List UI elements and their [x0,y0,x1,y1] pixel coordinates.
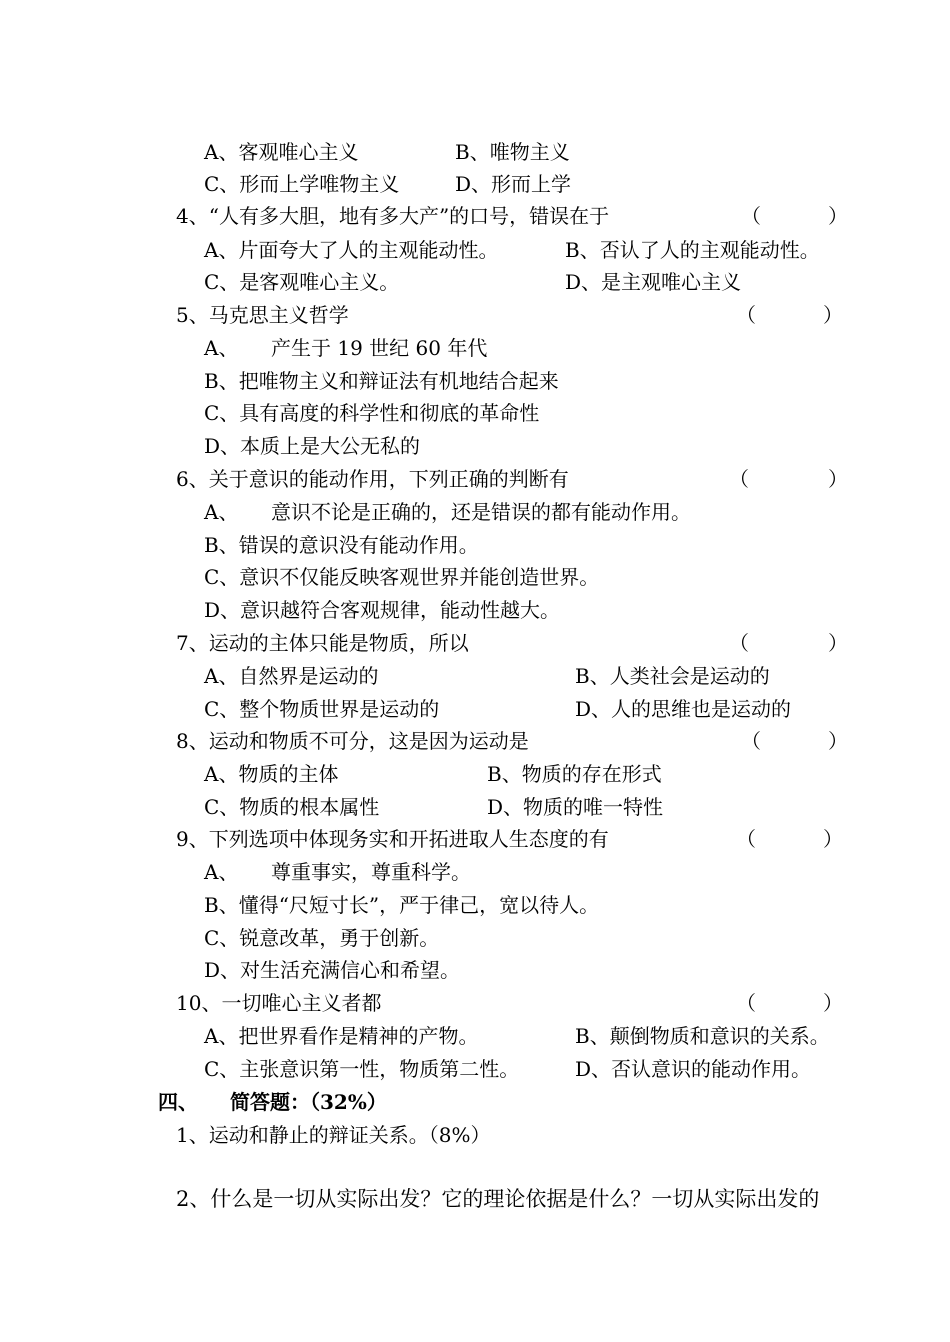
q4-option-d: D、是主观唯心主义 [565,270,742,294]
q9-option-b: B、懂得“尺短寸长”，严于律己，宽以待人。 [204,893,600,917]
q6-paren-open: （ [729,467,749,491]
q8-paren-close: ） [828,729,848,753]
q9-option-a-text: 尊重事实，尊重科学。 [271,860,471,884]
q4-stem: 4、“人有多大胆，地有多大产”的口号，错误在于 [176,204,610,228]
q10-option-c: C、主张意识第一性，物质第二性。 [204,1057,520,1081]
q5-option-d: D、本质上是大公无私的 [204,434,421,458]
section4-item-2: 2、什么是一切从实际出发？它的理论依据是什么？一切从实际出发的 [176,1187,820,1211]
q4-paren-open: （ [741,204,761,228]
q5-paren-open: （ [736,303,756,327]
q3-option-d: D、形而上学 [455,172,572,196]
q10-paren-open: （ [736,991,756,1015]
q9-option-a-label: A、 [204,860,239,884]
q9-stem: 9、下列选项中体现务实和开拓进取人生态度的有 [176,827,609,851]
q7-stem: 7、运动的主体只能是物质，所以 [176,631,469,655]
q10-option-a: A、把世界看作是精神的产物。 [204,1024,479,1048]
q7-option-a: A、自然界是运动的 [204,664,379,688]
q7-option-c: C、整个物质世界是运动的 [204,697,440,721]
q10-option-b: B、颠倒物质和意识的关系。 [575,1024,830,1048]
q10-option-d: D、否认意识的能动作用。 [575,1057,812,1081]
q4-option-b: B、否认了人的主观能动性。 [565,238,820,262]
section4-item-1: 1、运动和静止的辩证关系。（8%） [176,1123,491,1147]
q6-option-b: B、错误的意识没有能动作用。 [204,533,479,557]
q5-option-b: B、把唯物主义和辩证法有机地结合起来 [204,369,559,393]
q4-paren-close: ） [828,204,848,228]
q4-option-c: C、是客观唯心主义。 [204,270,400,294]
q4-option-a: A、片面夸大了人的主观能动性。 [204,238,499,262]
q5-stem: 5、马克思主义哲学 [176,303,349,327]
q6-stem: 6、关于意识的能动作用，下列正确的判断有 [176,467,569,491]
section4-title: 简答题：（32%） [230,1090,387,1114]
q6-paren-close: ） [828,467,848,491]
q8-option-b: B、物质的存在形式 [487,762,662,786]
q6-option-a-label: A、 [204,500,239,524]
q9-paren-open: （ [736,827,756,851]
q8-paren-open: （ [741,729,761,753]
q9-option-d: D、对生活充满信心和希望。 [204,958,461,982]
q3-option-b: B、唯物主义 [455,140,570,164]
q5-option-a-label: A、 [204,336,239,360]
q5-option-a-text: 产生于 19 世纪 60 年代 [271,336,488,360]
q6-option-d: D、意识越符合客观规律，能动性越大。 [204,598,561,622]
q3-option-c: C、形而上学唯物主义 [204,172,400,196]
q8-option-d: D、物质的唯一特性 [487,795,664,819]
q7-paren-open: （ [729,631,749,655]
q7-paren-close: ） [828,631,848,655]
q6-option-a-text: 意识不论是正确的，还是错误的都有能动作用。 [271,500,691,524]
q10-stem: 10、一切唯心主义者都 [176,991,382,1015]
q5-paren-close: ） [823,303,843,327]
q8-option-a: A、物质的主体 [204,762,339,786]
q9-option-c: C、锐意改革，勇于创新。 [204,926,440,950]
q8-option-c: C、物质的根本属性 [204,795,380,819]
q8-stem: 8、运动和物质不可分，这是因为运动是 [176,729,529,753]
q9-paren-close: ） [823,827,843,851]
q3-option-a: A、客观唯心主义 [204,140,359,164]
section4-number: 四、 [158,1090,198,1114]
q10-paren-close: ） [823,991,843,1015]
q7-option-b: B、人类社会是运动的 [575,664,770,688]
q6-option-c: C、意识不仅能反映客观世界并能创造世界。 [204,565,600,589]
q7-option-d: D、人的思维也是运动的 [575,697,792,721]
q5-option-c: C、具有高度的科学性和彻底的革命性 [204,401,540,425]
